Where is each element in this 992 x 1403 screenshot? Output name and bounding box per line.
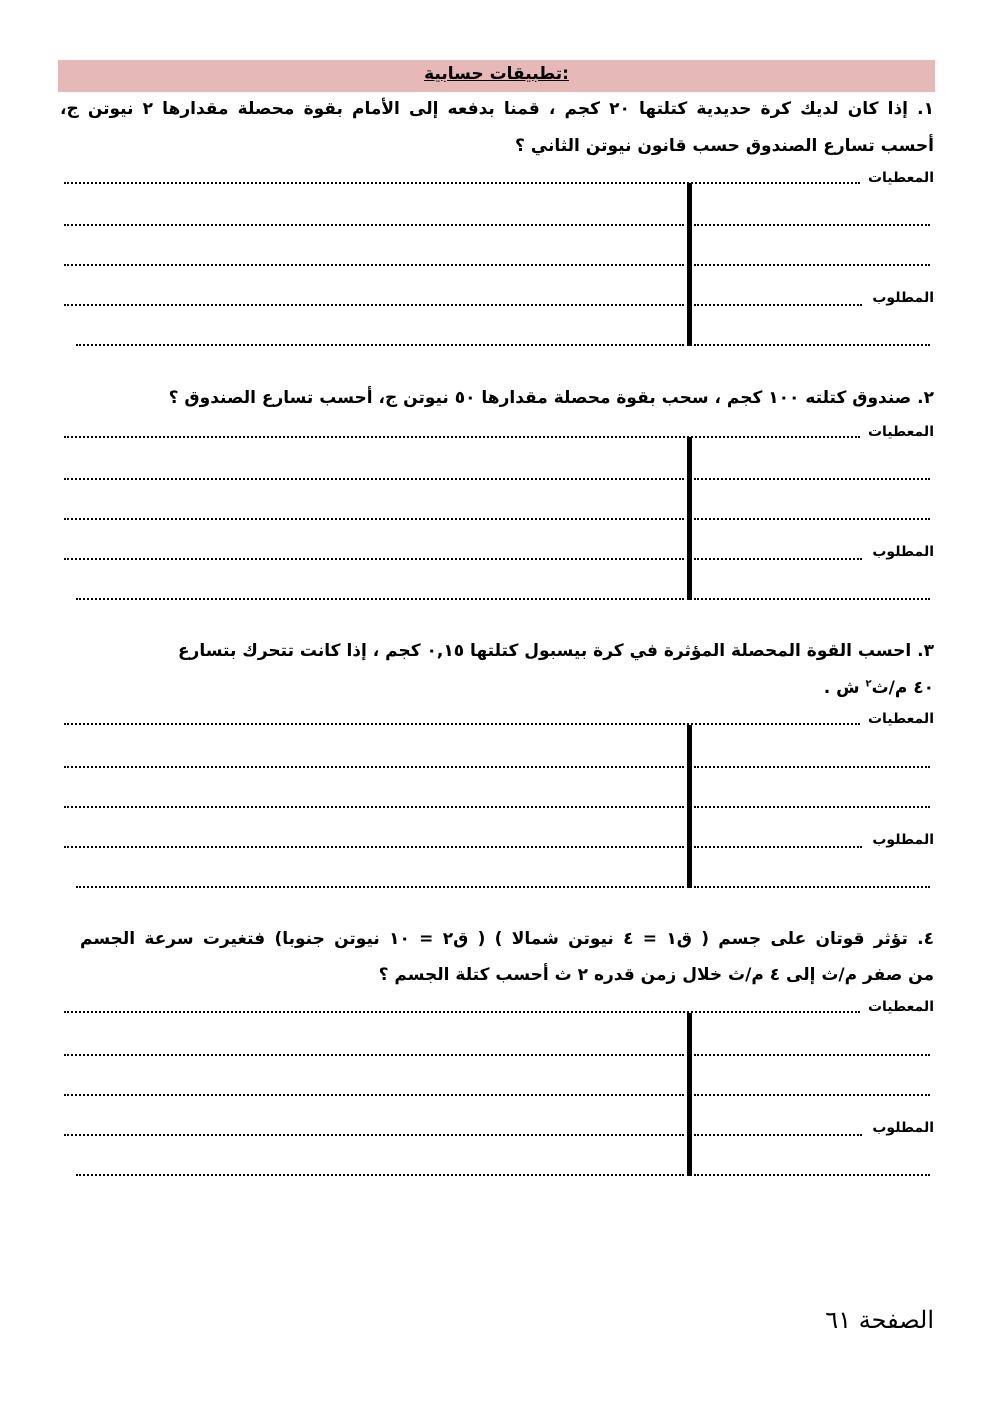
- answer-line[interactable]: [64, 1094, 684, 1096]
- answer-line[interactable]: [694, 598, 930, 600]
- answer-line[interactable]: [64, 478, 684, 480]
- answer-line[interactable]: [64, 1054, 684, 1056]
- answer-line[interactable]: [694, 766, 930, 768]
- question-3-line-2: [60, 678, 934, 698]
- section-title: تطبيقات حسابية:: [424, 64, 569, 84]
- divider-bar: [687, 1013, 692, 1176]
- answer-line[interactable]: [64, 766, 684, 768]
- answer-line[interactable]: [694, 264, 930, 266]
- divider-bar: [687, 437, 692, 600]
- question-3-line-1: ٣. احسب القوة المحصلة المؤثرة في كرة بيسبول كتلتها ٠,١٥ كجم ، إذا كانت تتحرك بتسارع: [177, 641, 934, 661]
- required-label: المطلوب: [872, 544, 934, 560]
- answer-line[interactable]: [64, 518, 684, 520]
- divider-bar: [687, 183, 692, 346]
- answer-line[interactable]: [64, 806, 684, 808]
- answer-line[interactable]: [64, 846, 684, 848]
- squared-superscript: ٢: [865, 678, 872, 690]
- question-4-line-1: ٤. تؤثر قوتان على جسم ( ق١ = ٤ نيوتن شمالا ) ( ق٢ = ١٠ نيوتن جنوبا) فتغيرت سرعة الجسم: [80, 929, 934, 949]
- question-3-suffix: ش .: [823, 678, 866, 698]
- answer-line[interactable]: [694, 304, 862, 306]
- answer-line[interactable]: [694, 518, 930, 520]
- answer-line[interactable]: [64, 224, 684, 226]
- answer-line[interactable]: [694, 224, 930, 226]
- question-1-line-2: أحسب تسارع الصندوق حسب قانون نيوتن الثاني ؟: [514, 136, 934, 156]
- answer-line[interactable]: [694, 478, 930, 480]
- answer-line[interactable]: [64, 1134, 684, 1136]
- page-number: الصفحة ٦١: [825, 1306, 934, 1334]
- required-label: المطلوب: [872, 290, 934, 306]
- answer-line[interactable]: [76, 886, 684, 888]
- answer-line[interactable]: [64, 558, 684, 560]
- required-label: المطلوب: [872, 832, 934, 848]
- answer-line[interactable]: [76, 1174, 684, 1176]
- answer-line[interactable]: [64, 264, 684, 266]
- answer-line[interactable]: [694, 558, 862, 560]
- answer-line[interactable]: [64, 304, 684, 306]
- answer-line[interactable]: [76, 598, 684, 600]
- question-2-line-1: ٢. صندوق كتلته ١٠٠ كجم ، سحب بقوة محصلة مقدارها ٥٠ نيوتن ج، أحسب تسارع الصندوق ؟: [168, 388, 934, 408]
- required-label: المطلوب: [872, 1120, 934, 1136]
- given-label: المعطيات: [867, 999, 934, 1015]
- given-label: المعطيات: [867, 170, 934, 186]
- answer-line[interactable]: [694, 344, 930, 346]
- answer-line[interactable]: [76, 344, 684, 346]
- given-label: المعطيات: [867, 711, 934, 727]
- given-label: المعطيات: [867, 424, 934, 440]
- answer-line[interactable]: [64, 1011, 860, 1013]
- answer-line[interactable]: [694, 806, 930, 808]
- answer-line[interactable]: [64, 723, 860, 725]
- answer-line[interactable]: [64, 436, 860, 438]
- answer-line[interactable]: [694, 1174, 930, 1176]
- answer-line[interactable]: [694, 1094, 930, 1096]
- answer-line[interactable]: [694, 1134, 862, 1136]
- answer-line[interactable]: [64, 182, 860, 184]
- question-4-line-2: من صفر م/ث إلى ٤ م/ث خلال زمن قدره ٢ ث أحسب كتلة الجسم ؟: [378, 965, 934, 985]
- answer-line[interactable]: [694, 846, 862, 848]
- answer-line[interactable]: [694, 1054, 930, 1056]
- section-header: [58, 60, 935, 92]
- question-3-rate: ٤٠ م/ث: [871, 678, 934, 698]
- divider-bar: [687, 725, 692, 888]
- answer-line[interactable]: [694, 886, 930, 888]
- question-1-line-1: ١. إذا كان لديك كرة حديدية كتلتها ٢٠ كجم ، قمنا بدفعه إلى الأمام بقوة محصلة مقدارها ٢ نيوتن ج،: [60, 99, 934, 119]
